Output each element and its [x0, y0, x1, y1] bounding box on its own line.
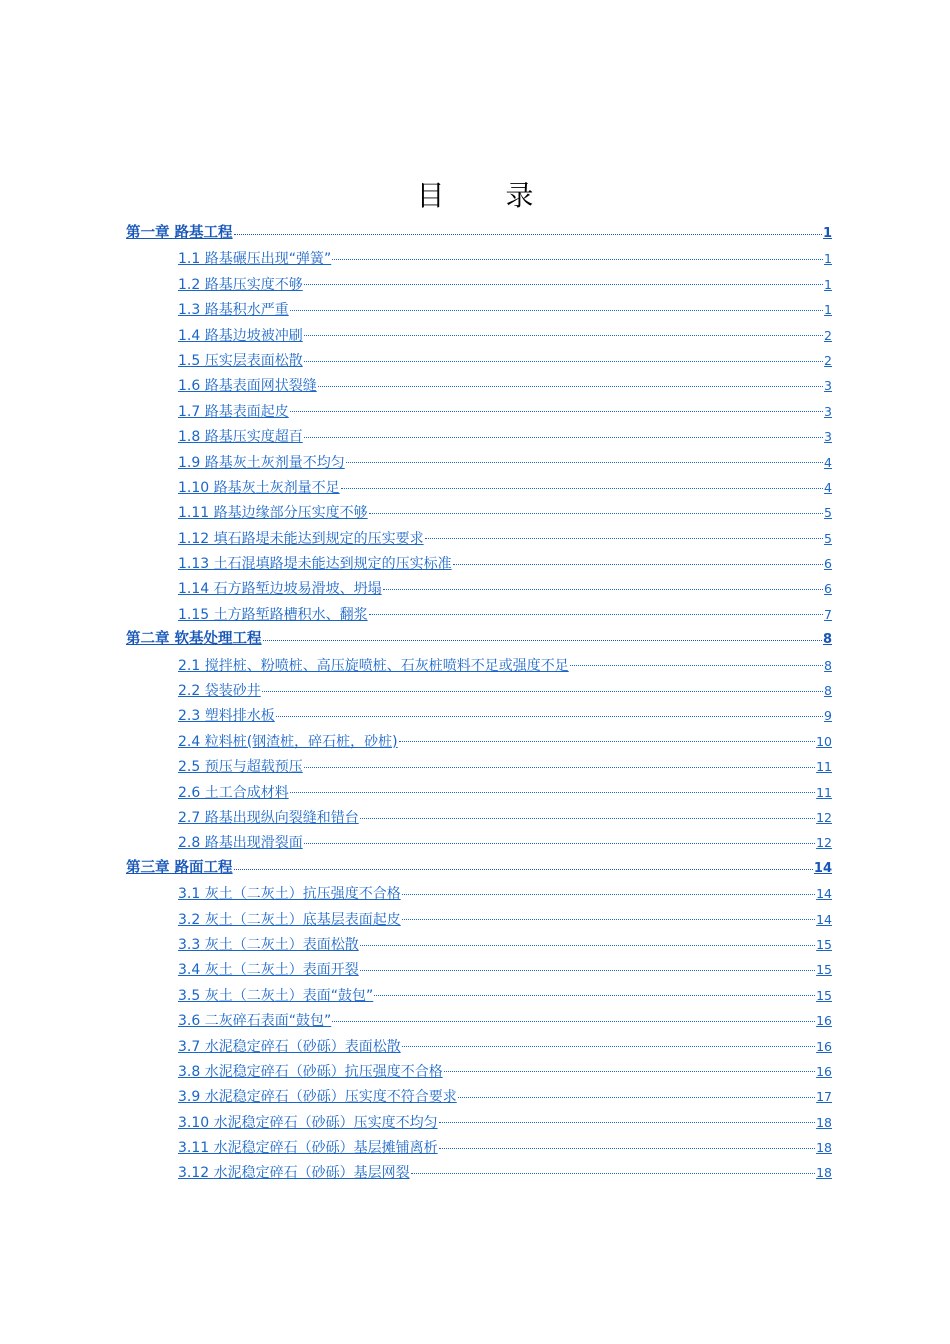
dot-leader [444, 1059, 815, 1073]
toc-page-number: 14 [816, 911, 832, 927]
dot-leader [360, 932, 815, 946]
dot-leader [425, 526, 823, 540]
dot-leader [332, 1008, 815, 1022]
toc-entry-label: 3.10 水泥稳定碎石（砂砾）压实度不均匀 [178, 1114, 438, 1131]
toc-section-link[interactable] [126, 907, 832, 932]
dot-leader [374, 983, 815, 997]
dot-leader [360, 957, 815, 971]
toc-page-number: 17 [816, 1089, 832, 1105]
dot-leader [290, 780, 815, 794]
dot-leader [290, 297, 823, 311]
dot-leader [341, 475, 823, 489]
dot-leader [439, 1135, 815, 1149]
toc-page-number: 16 [816, 1038, 832, 1054]
toc-entry-label: 2.2 袋装砂井 [178, 683, 261, 700]
dot-leader [453, 551, 823, 565]
dot-leader [411, 1160, 815, 1174]
toc-page-number: 1 [824, 251, 832, 267]
toc-page-number: 6 [824, 581, 832, 597]
toc-entry-label: 1.3 路基积水严重 [178, 302, 289, 319]
toc-entry-label: 3.2 灰土（二灰土）底基层表面起皮 [178, 911, 401, 928]
toc-entry-label: 1.1 路基碾压出现“弹簧” [178, 251, 332, 268]
toc-section-link[interactable] [126, 1110, 832, 1135]
toc-section-link[interactable] [126, 983, 832, 1008]
dot-leader [399, 729, 815, 743]
toc-entry-label: 1.5 压实层表面松散 [178, 352, 303, 369]
toc-entry-label: 1.12 填石路堤未能达到规定的压实要求 [178, 530, 424, 547]
toc-page-number: 8 [822, 632, 832, 648]
toc-entry-label: 1.14 石方路堑边坡易滑坡、坍塌 [178, 581, 382, 598]
toc-entry-label: 2.3 塑料排水板 [178, 708, 275, 725]
toc-section-link[interactable] [126, 500, 832, 525]
toc-section-link[interactable] [126, 576, 832, 601]
dot-leader [290, 399, 823, 413]
toc-section-link[interactable] [126, 602, 832, 627]
toc-section-link[interactable] [126, 551, 832, 576]
toc-page-number: 4 [824, 454, 832, 470]
toc-page-number: 3 [824, 429, 832, 445]
toc-entry-label: 3.3 灰土（二灰土）表面松散 [178, 936, 359, 953]
toc-section-link[interactable] [126, 323, 832, 348]
dot-leader [360, 805, 815, 819]
dot-leader [369, 500, 823, 514]
toc-entry-label: 2.5 预压与超载预压 [178, 759, 303, 776]
toc-page-number: 14 [816, 886, 832, 902]
toc-entry-label: 3.6 二灰碎石表面“鼓包” [178, 1013, 332, 1030]
toc-section-link[interactable] [126, 754, 832, 779]
toc-page-number: 8 [824, 657, 832, 673]
toc-section-link[interactable] [126, 1084, 832, 1109]
toc-page-number: 7 [824, 606, 832, 622]
toc-entry-label: 第一章 路基工程 [126, 225, 233, 241]
toc-entry-label: 1.11 路基边缘部分压实度不够 [178, 505, 368, 522]
toc-page-number: 3 [824, 378, 832, 394]
toc-entry-label: 2.4 粒料桩(钢渣桩，碎石桩，砂桩) [178, 733, 398, 750]
dot-leader [263, 627, 822, 641]
toc-section-link[interactable] [126, 526, 832, 551]
toc-entry-label: 2.7 路基出现纵向裂缝和错台 [178, 809, 359, 826]
toc-entry-label: 3.9 水泥稳定碎石（砂砾）压实度不符合要求 [178, 1089, 457, 1106]
toc-page-number: 11 [816, 759, 832, 775]
toc-entry-label: 3.7 水泥稳定碎石（砂砾）表面松散 [178, 1038, 401, 1055]
toc-entry-label: 3.1 灰土（二灰土）抗压强度不合格 [178, 886, 401, 903]
toc-page-number: 16 [816, 1013, 832, 1029]
toc-section-link[interactable] [126, 678, 832, 703]
dot-leader [332, 246, 823, 260]
toc-entry-label: 2.8 路基出现滑裂面 [178, 835, 303, 852]
dot-leader [262, 678, 823, 692]
toc-page-number: 9 [824, 708, 832, 724]
toc-section-link[interactable] [126, 272, 832, 297]
dot-leader [318, 373, 823, 387]
toc-section-link[interactable] [126, 1059, 832, 1084]
dot-leader [234, 221, 822, 235]
toc-section-link[interactable] [126, 1034, 832, 1059]
dot-leader [402, 907, 815, 921]
dot-leader [383, 576, 823, 590]
toc-page-number: 12 [816, 809, 832, 825]
toc-page-number: 18 [816, 1140, 832, 1156]
dot-leader [276, 703, 823, 717]
dot-leader [304, 272, 823, 286]
toc-section-link[interactable] [126, 932, 832, 957]
dot-leader [402, 1034, 815, 1048]
toc-page-number: 15 [816, 936, 832, 952]
toc-entry-label: 1.15 土方路堑路槽积水、翻浆 [178, 606, 368, 623]
toc-page-number: 8 [824, 683, 832, 699]
toc-page-number: 12 [816, 835, 832, 851]
toc-page-number: 5 [824, 530, 832, 546]
toc-entry-label: 1.6 路基表面网状裂缝 [178, 378, 317, 395]
dot-leader [570, 653, 823, 667]
toc-entry-label: 1.10 路基灰土灰剂量不足 [178, 479, 340, 496]
toc-page-number: 18 [816, 1114, 832, 1130]
toc-section-link[interactable] [126, 297, 832, 322]
toc-entry-label: 2.6 土工合成材料 [178, 784, 289, 801]
toc-entry-label: 3.4 灰土（二灰土）表面开裂 [178, 962, 359, 979]
toc-page-number: 16 [816, 1063, 832, 1079]
toc-section-link[interactable] [126, 703, 832, 728]
dot-leader [402, 881, 815, 895]
toc-section-link[interactable] [126, 450, 832, 475]
dot-leader [304, 348, 823, 362]
toc-section-link[interactable] [126, 373, 832, 398]
dot-leader [369, 602, 823, 616]
dot-leader [304, 424, 823, 438]
toc-section-link[interactable] [126, 1160, 832, 1185]
toc-section-link[interactable] [126, 246, 832, 271]
toc-entry-label: 2.1 搅拌桩、粉喷桩、高压旋喷桩、石灰桩喷料不足或强度不足 [178, 657, 569, 674]
toc-entry-label: 3.5 灰土（二灰土）表面“鼓包” [178, 987, 374, 1004]
toc-section-link[interactable] [126, 399, 832, 424]
toc-section-link[interactable] [126, 1135, 832, 1160]
toc-page-number: 18 [816, 1165, 832, 1181]
toc-page-number: 10 [816, 733, 832, 749]
dot-leader [439, 1110, 815, 1124]
toc-entry-label: 3.8 水泥稳定碎石（砂砾）抗压强度不合格 [178, 1063, 443, 1080]
toc-page-number: 11 [816, 784, 832, 800]
toc-entry-label: 1.8 路基压实度超百 [178, 429, 303, 446]
toc-entry-label: 3.12 水泥稳定碎石（砂砾）基层网裂 [178, 1165, 410, 1182]
toc-section-link[interactable] [126, 729, 832, 754]
toc-entry-label: 1.2 路基压实度不够 [178, 276, 303, 293]
toc-page-number: 1 [824, 276, 832, 292]
toc-chapter-link[interactable] [126, 627, 832, 652]
table-of-contents [126, 221, 832, 1186]
toc-title: 目 录 [416, 179, 560, 212]
toc-page-number: 5 [824, 505, 832, 521]
dot-leader [304, 323, 823, 337]
toc-page-number: 15 [816, 987, 832, 1003]
toc-section-link[interactable] [126, 881, 832, 906]
toc-page-number: 2 [824, 352, 832, 368]
toc-page-number: 14 [813, 860, 832, 876]
toc-page-number: 15 [816, 962, 832, 978]
dot-leader [346, 450, 823, 464]
dot-leader [234, 856, 813, 870]
dot-leader [304, 754, 815, 768]
toc-page-number: 4 [824, 479, 832, 495]
toc-entry-label: 第三章 路面工程 [126, 859, 233, 876]
toc-entry-label: 1.7 路基表面起皮 [178, 403, 289, 420]
toc-chapter-link[interactable] [126, 856, 832, 881]
toc-page-number: 3 [824, 403, 832, 419]
dot-leader [304, 830, 815, 844]
toc-section-link[interactable] [126, 957, 832, 982]
toc-entry-label: 3.11 水泥稳定碎石（砂砾）基层摊铺离析 [178, 1140, 438, 1157]
toc-section-link[interactable] [126, 348, 832, 373]
toc-entry-label: 1.4 路基边坡被冲刷 [178, 327, 303, 344]
toc-entry-label: 1.9 路基灰土灰剂量不均匀 [178, 454, 345, 471]
toc-chapter-link[interactable] [126, 221, 832, 246]
toc-page-number: 1 [822, 226, 832, 241]
toc-page-number: 6 [824, 556, 832, 572]
toc-section-link[interactable] [126, 780, 832, 805]
toc-page-number: 2 [824, 327, 832, 343]
dot-leader [458, 1084, 815, 1098]
toc-page-number: 1 [824, 302, 832, 318]
toc-entry-label: 1.13 土石混填路堤未能达到规定的压实标准 [178, 556, 452, 573]
toc-section-link[interactable] [126, 805, 832, 830]
toc-entry-label: 第二章 软基处理工程 [126, 631, 262, 648]
toc-section-link[interactable] [126, 1008, 832, 1033]
toc-section-link[interactable] [126, 830, 832, 855]
toc-section-link[interactable] [126, 653, 832, 678]
toc-section-link[interactable] [126, 424, 832, 449]
toc-section-link[interactable] [126, 475, 832, 500]
